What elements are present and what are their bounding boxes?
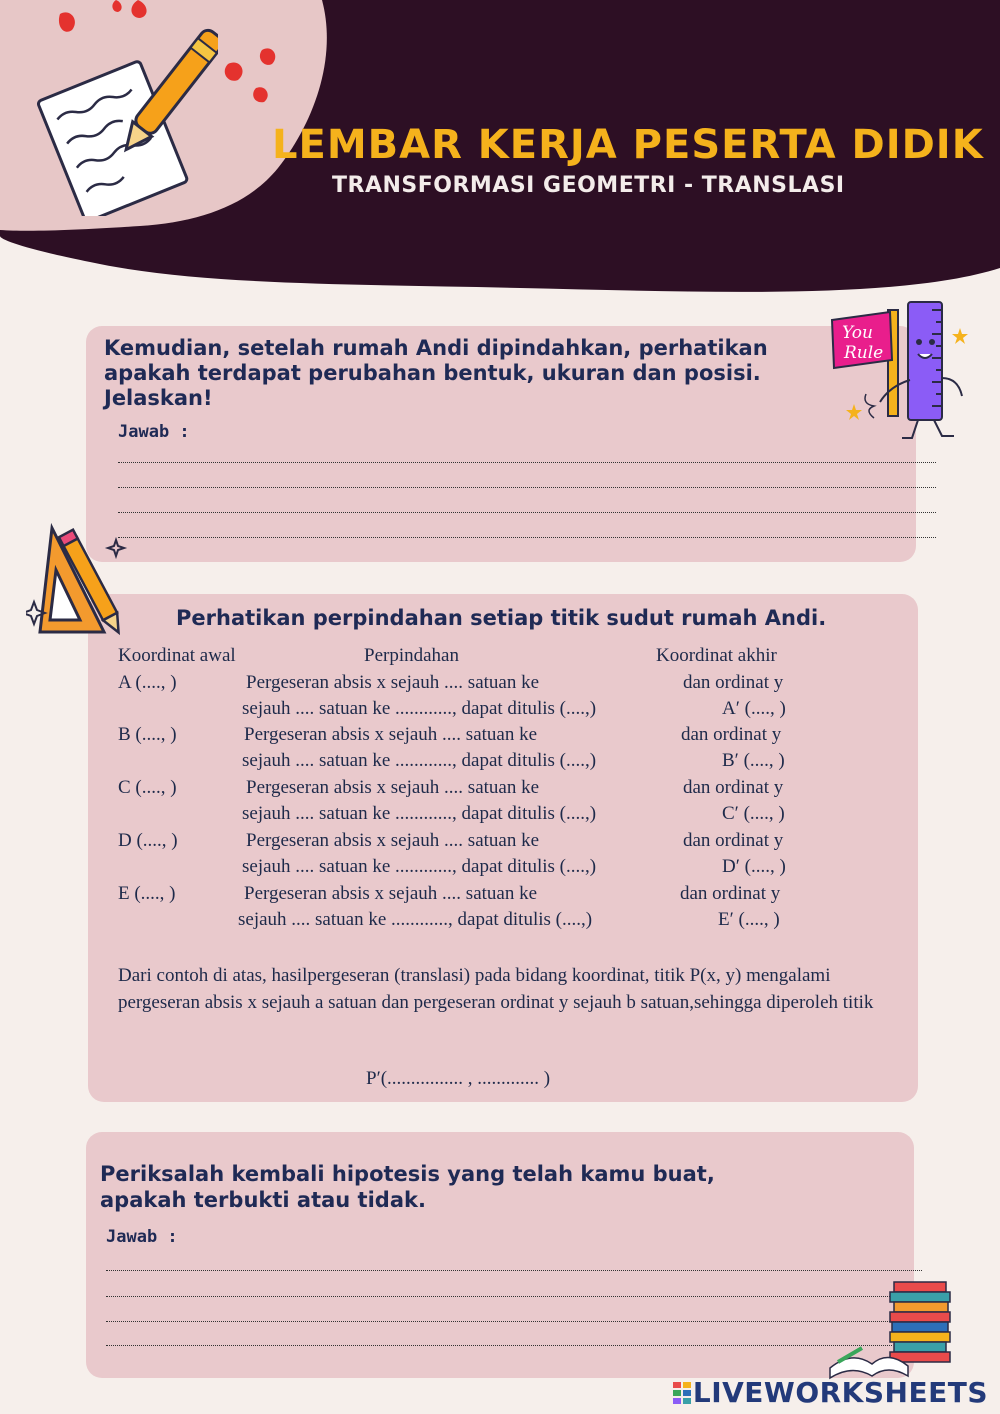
end-coordinate[interactable]: D′ (...., ) [722, 856, 786, 877]
shift-description-line-1: Pergeseran absis x sejauh .... satuan ke [246, 672, 540, 693]
shift-description-line-2[interactable]: sejauh .... satuan ke ............, dapat ditulis (....,) [242, 856, 597, 877]
flag-text-you: You [842, 323, 873, 343]
conclusion-paragraph: Dari contoh di atas, hasilpergeseran (translasi) pada bidang koordinat, titik P(x, y) mengalami pergeseran absis x sejauh a satuan dan pergeseran ordinat y sejauh b satuan,sehingga diperoleh titik [118, 965, 874, 1013]
answer-label-3: Jawab : [106, 1227, 178, 1247]
answer-line[interactable] [118, 537, 936, 538]
end-coordinate[interactable]: B′ (...., ) [722, 750, 785, 771]
shift-description-ordinat: dan ordinat y [683, 830, 784, 851]
answer-line[interactable] [118, 462, 936, 463]
liveworksheets-watermark [673, 1376, 988, 1409]
page-subtitle: TRANSFORMASI GEOMETRI - TRANSLASI [332, 173, 845, 198]
answer-label-1: Jawab : [118, 422, 190, 442]
shift-description-line-1: Pergeseran absis x sejauh .... satuan ke [246, 777, 540, 798]
question-3-line-2: apakah terbukti atau tidak. [100, 1188, 426, 1212]
answer-line[interactable] [106, 1296, 892, 1297]
section-2-title: Perhatikan perpindahan setiap titik sudut rumah Andi. [176, 606, 827, 630]
shift-description-line-2[interactable]: sejauh .... satuan ke ............, dapat ditulis (....,) [238, 909, 593, 930]
start-coordinate[interactable]: B (...., ) [118, 724, 177, 745]
answer-line[interactable] [118, 512, 936, 513]
shift-description-ordinat: dan ordinat y [681, 724, 782, 745]
shift-description-line-1: Pergeseran absis x sejauh .... satuan ke [244, 724, 538, 745]
column-header-perpindahan: Perpindahan [364, 645, 459, 666]
start-coordinate[interactable]: E (...., ) [118, 883, 176, 904]
column-header-koordinat-awal: Koordinat awal [118, 645, 236, 666]
notebook-pen-illustration [28, 26, 218, 216]
answer-line[interactable] [106, 1345, 892, 1346]
end-coordinate[interactable]: C′ (...., ) [722, 803, 785, 824]
shift-description-ordinat: dan ordinat y [680, 883, 781, 904]
liveworksheets-logo-icon [673, 1382, 691, 1404]
you-rule-ruler-sticker [826, 298, 976, 448]
start-coordinate[interactable]: A (...., ) [118, 672, 177, 693]
column-header-koordinat-akhir: Koordinat akhir [656, 645, 777, 666]
shift-description-line-1: Pergeseran absis x sejauh .... satuan ke [244, 883, 538, 904]
result-coordinate[interactable]: P′(................ , ............. ) [366, 1068, 551, 1089]
answer-line[interactable] [118, 487, 936, 488]
shift-description-ordinat: dan ordinat y [683, 777, 784, 798]
shift-description-line-2[interactable]: sejauh .... satuan ke ............, dapat ditulis (....,) [242, 803, 597, 824]
shift-description-ordinat: dan ordinat y [683, 672, 784, 693]
book-stack-illustration [828, 1276, 958, 1382]
end-coordinate[interactable]: A′ (...., ) [722, 698, 786, 719]
question-1-text: Kemudian, setelah rumah Andi dipindahkan, perhatikan apakah terdapat perubahan bentuk, ukuran dan posisi. Jelaskan! [104, 336, 768, 410]
answer-line[interactable] [106, 1321, 892, 1322]
shift-description-line-2[interactable]: sejauh .... satuan ke ............, dapat ditulis (....,) [242, 698, 597, 719]
start-coordinate[interactable]: C (...., ) [118, 777, 177, 798]
shift-description-line-1: Pergeseran absis x sejauh .... satuan ke [246, 830, 540, 851]
triangle-ruler-pencil-icon [26, 520, 138, 642]
page-title: LEMBAR KERJA PESERTA DIDIK [272, 122, 984, 168]
end-coordinate[interactable]: E′ (...., ) [718, 909, 780, 930]
answer-line[interactable] [106, 1270, 922, 1271]
flag-text-rule: Rule [844, 343, 884, 363]
watermark-text: LIVEWORKSHEETS [692, 1376, 988, 1409]
shift-description-line-2[interactable]: sejauh .... satuan ke ............, dapat ditulis (....,) [242, 750, 597, 771]
start-coordinate[interactable]: D (...., ) [118, 830, 178, 851]
question-3-line-1: Periksalah kembali hipotesis yang telah kamu buat, [100, 1162, 715, 1186]
